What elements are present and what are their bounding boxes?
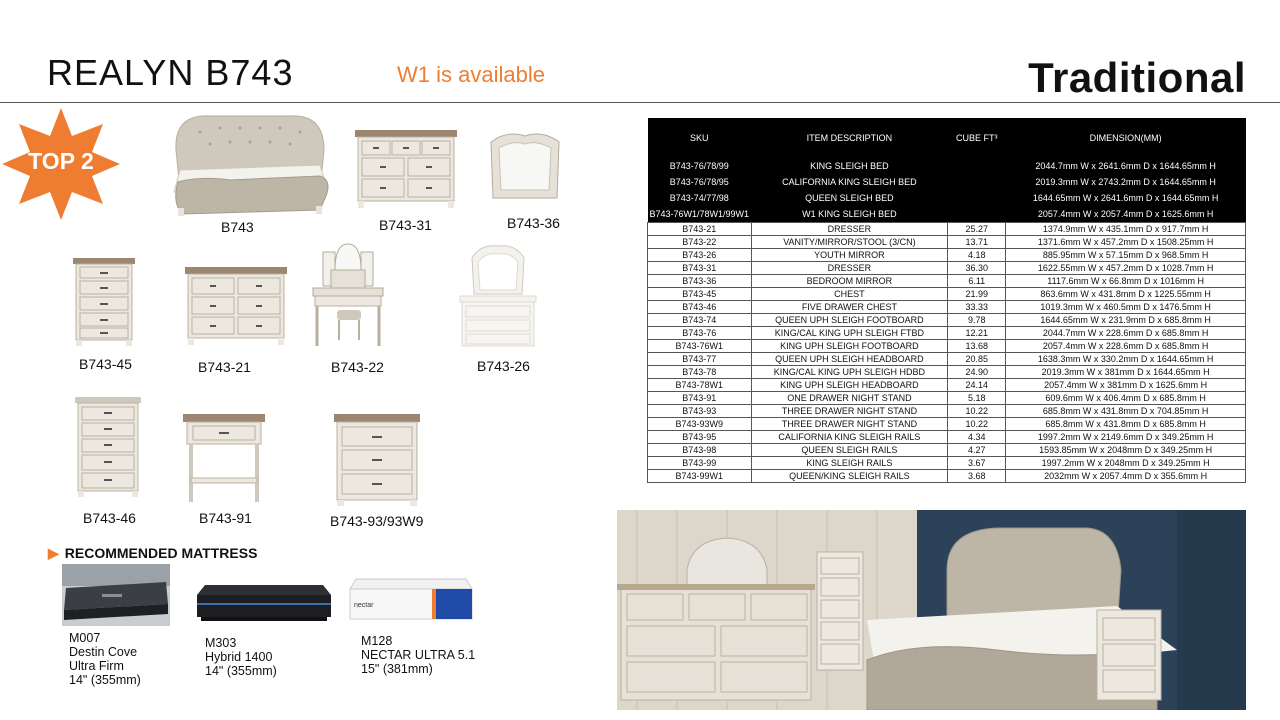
cell-sku: B743-31 — [648, 262, 752, 275]
cell-description: QUEEN/KING SLEIGH RAILS — [751, 470, 948, 483]
table-row — [648, 314, 1246, 327]
cell-dimension: 2044.7mm W x 2641.6mm D x 1644.65mm H — [1006, 158, 1246, 174]
caption-b743-21: B743-21 — [198, 359, 251, 375]
cell-cube — [948, 190, 1006, 206]
cell-description: KING/CAL KING UPH SLEIGH HDBD — [751, 366, 948, 379]
three-drawer-night-stand-image — [334, 414, 420, 506]
cell-description: W1 KING SLEIGH BED — [751, 206, 948, 223]
cell-sku: B743-45 — [648, 288, 752, 301]
table-row — [648, 444, 1246, 457]
cell-cube: 6.11 — [948, 275, 1006, 288]
header-description: ITEM DESCRIPTION — [751, 118, 948, 158]
triangle-arrow-icon: ▶ — [48, 545, 59, 561]
table-row — [648, 405, 1246, 418]
cell-description: DRESSER — [751, 223, 948, 236]
bed-set-row — [648, 206, 1246, 223]
caption-b743: B743 — [221, 219, 254, 235]
cell-dimension: 1593.85mm W x 2048mm D x 349.25mm H — [1006, 444, 1246, 457]
bed-set-row — [648, 190, 1246, 206]
cell-sku: B743-26 — [648, 249, 752, 262]
mirror-image — [487, 128, 563, 202]
table-row — [648, 470, 1246, 483]
bed-image — [170, 110, 330, 218]
cell-sku: B743-21 — [648, 223, 752, 236]
cell-dimension: 863.6mm W x 431.8mm D x 1225.55mm H — [1006, 288, 1246, 301]
cell-dimension: 1622.55mm W x 457.2mm D x 1028.7mm H — [1006, 262, 1246, 275]
cell-dimension: 1644.65mm W x 2641.6mm D x 1644.65mm H — [1006, 190, 1246, 206]
caption-b743-26: B743-26 — [477, 358, 530, 374]
cell-sku: B743-91 — [648, 392, 752, 405]
bedroom-room-photo — [617, 510, 1246, 710]
cell-sku: B743-36 — [648, 275, 752, 288]
cell-cube: 3.67 — [948, 457, 1006, 470]
mattress-m128-image — [348, 575, 474, 625]
caption-b743-46: B743-46 — [83, 510, 136, 526]
cell-sku: B743-93 — [648, 405, 752, 418]
recommended-mattress-heading — [48, 545, 257, 562]
cell-description: KING UPH SLEIGH FOOTBOARD — [751, 340, 948, 353]
header-dimension: DIMENSION(MM) — [1006, 118, 1246, 158]
cell-cube: 13.68 — [948, 340, 1006, 353]
cell-cube: 24.14 — [948, 379, 1006, 392]
bed-set-row — [648, 174, 1246, 190]
cell-sku: B743-95 — [648, 431, 752, 444]
cell-cube: 12.21 — [948, 327, 1006, 340]
cell-sku: B743-78W1 — [648, 379, 752, 392]
cell-sku: B743-74 — [648, 314, 752, 327]
specification-table — [647, 118, 1246, 483]
cell-description: KING/CAL KING UPH SLEIGH FTBD — [751, 327, 948, 340]
table-row — [648, 223, 1246, 236]
cell-description: KING SLEIGH BED — [751, 158, 948, 174]
cell-sku: B743-76W1 — [648, 340, 752, 353]
table-row — [648, 340, 1246, 353]
cell-dimension: 1019.3mm W x 460.5mm D x 1476.5mm H — [1006, 301, 1246, 314]
cell-dimension: 1997.2mm W x 2048mm D x 349.25mm H — [1006, 457, 1246, 470]
page-title: REALYN B743 — [47, 52, 294, 93]
mattress-m128-text: M128 NECTAR ULTRA 5.1 15" (381mm) — [361, 634, 476, 676]
table-row — [648, 262, 1246, 275]
cell-cube: 13.71 — [948, 236, 1006, 249]
cell-cube — [948, 206, 1006, 223]
cell-cube: 9.78 — [948, 314, 1006, 327]
cell-cube: 10.22 — [948, 418, 1006, 431]
cell-sku: B743-99W1 — [648, 470, 752, 483]
table-row — [648, 249, 1246, 262]
header-divider — [0, 102, 1280, 103]
cell-sku: B743-78 — [648, 366, 752, 379]
cell-cube: 33.33 — [948, 301, 1006, 314]
cell-sku: B743-22 — [648, 236, 752, 249]
table-row — [648, 288, 1246, 301]
youth-mirror-image — [458, 242, 538, 352]
cell-dimension: 685.8mm W x 431.8mm D x 685.8mm H — [1006, 418, 1246, 431]
table-row — [648, 236, 1246, 249]
cell-cube: 10.22 — [948, 405, 1006, 418]
cell-sku: B743-76 — [648, 327, 752, 340]
cell-sku: B743-99 — [648, 457, 752, 470]
header-sku: SKU — [648, 118, 752, 158]
cell-cube: 24.90 — [948, 366, 1006, 379]
cell-description: QUEEN SLEIGH RAILS — [751, 444, 948, 457]
cell-cube: 4.34 — [948, 431, 1006, 444]
top-badge-label: TOP 2 — [28, 148, 94, 174]
cell-dimension: 885.95mm W x 57.15mm D x 968.5mm H — [1006, 249, 1246, 262]
cell-dimension: 1117.6mm W x 66.8mm D x 1016mm H — [1006, 275, 1246, 288]
cell-description: KING UPH SLEIGH HEADBOARD — [751, 379, 948, 392]
cell-description: THREE DRAWER NIGHT STAND — [751, 405, 948, 418]
cell-description: FIVE DRAWER CHEST — [751, 301, 948, 314]
table-row — [648, 353, 1246, 366]
availability-note: W1 is available — [397, 62, 545, 87]
caption-b743-45: B743-45 — [79, 356, 132, 372]
style-heading: Traditional — [1028, 54, 1246, 101]
caption-b743-36: B743-36 — [507, 215, 560, 231]
chest-image — [73, 258, 135, 346]
table-row — [648, 431, 1246, 444]
caption-b743-31: B743-31 — [379, 217, 432, 233]
cell-description: BEDROOM MIRROR — [751, 275, 948, 288]
cell-description: YOUTH MIRROR — [751, 249, 948, 262]
cell-sku: B743-76/78/95 — [648, 174, 752, 190]
cell-dimension: 609.6mm W x 406.4mm D x 685.8mm H — [1006, 392, 1246, 405]
table-row — [648, 392, 1246, 405]
caption-b743-93: B743-93/93W9 — [330, 513, 424, 529]
cell-description: ONE DRAWER NIGHT STAND — [751, 392, 948, 405]
cell-sku: B743-76/78/99 — [648, 158, 752, 174]
cell-dimension: 2057.4mm W x 2057.4mm D x 1625.6mm H — [1006, 206, 1246, 223]
cell-cube — [948, 158, 1006, 174]
cell-dimension: 2019.3mm W x 381mm D x 1644.65mm H — [1006, 366, 1246, 379]
cell-description: THREE DRAWER NIGHT STAND — [751, 418, 948, 431]
cell-description: QUEEN UPH SLEIGH FOOTBOARD — [751, 314, 948, 327]
cell-dimension: 2019.3mm W x 2743.2mm D x 1644.65mm H — [1006, 174, 1246, 190]
table-row — [648, 327, 1246, 340]
cell-description: VANITY/MIRROR/STOOL (3/CN) — [751, 236, 948, 249]
cell-description: DRESSER — [751, 262, 948, 275]
cell-description: CALIFORNIA KING SLEIGH BED — [751, 174, 948, 190]
cell-dimension: 1371.6mm W x 457.2mm D x 1508.25mm H — [1006, 236, 1246, 249]
cell-description: QUEEN UPH SLEIGH HEADBOARD — [751, 353, 948, 366]
cell-cube: 3.68 — [948, 470, 1006, 483]
cell-dimension: 2057.4mm W x 381mm D x 1625.6mm H — [1006, 379, 1246, 392]
night-stand-image — [183, 414, 265, 504]
cell-cube: 25.27 — [948, 223, 1006, 236]
table-header-row — [648, 118, 1246, 158]
cell-sku: B743-76W1/78W1/99W1 — [648, 206, 752, 223]
table-row — [648, 366, 1246, 379]
recommended-mattress-title: RECOMMENDED MATTRESS — [64, 545, 258, 561]
table-row — [648, 379, 1246, 392]
cell-description: QUEEN SLEIGH BED — [751, 190, 948, 206]
cell-cube: 20.85 — [948, 353, 1006, 366]
five-drawer-chest-image — [75, 397, 141, 497]
table-row — [648, 418, 1246, 431]
dresser-image — [355, 130, 457, 208]
cell-dimension: 685.8mm W x 431.8mm D x 704.85mm H — [1006, 405, 1246, 418]
cell-description: CHEST — [751, 288, 948, 301]
nectar-logo-text: nectar — [354, 602, 374, 609]
cell-dimension: 1374.9mm W x 435.1mm D x 917.7mm H — [1006, 223, 1246, 236]
cell-dimension: 2057.4mm W x 228.6mm D x 685.8mm H — [1006, 340, 1246, 353]
mattress-m007-text: M007 Destin Cove Ultra Firm 14" (355mm) — [69, 631, 141, 687]
cell-cube: 21.99 — [948, 288, 1006, 301]
cell-cube — [948, 174, 1006, 190]
cell-dimension: 2032mm W x 2057.4mm D x 355.6mm H — [1006, 470, 1246, 483]
dresser-small-image — [185, 267, 287, 345]
mattress-m303-image — [195, 583, 333, 623]
cell-dimension: 1638.3mm W x 330.2mm D x 1644.65mm H — [1006, 353, 1246, 366]
cell-cube: 4.27 — [948, 444, 1006, 457]
cell-description: CALIFORNIA KING SLEIGH RAILS — [751, 431, 948, 444]
cell-cube: 4.18 — [948, 249, 1006, 262]
header-cube: CUBE FT³ — [948, 118, 1006, 158]
vanity-image — [311, 240, 385, 350]
cell-dimension: 1997.2mm W x 2149.6mm D x 349.25mm H — [1006, 431, 1246, 444]
table-row — [648, 301, 1246, 314]
table-row — [648, 457, 1246, 470]
table-row — [648, 275, 1246, 288]
cell-sku: B743-46 — [648, 301, 752, 314]
cell-dimension: 1644.65mm W x 231.9mm D x 685.8mm H — [1006, 314, 1246, 327]
cell-sku: B743-74/77/98 — [648, 190, 752, 206]
caption-b743-91: B743-91 — [199, 510, 252, 526]
mattress-m007-image — [62, 564, 170, 626]
cell-cube: 36.30 — [948, 262, 1006, 275]
cell-sku: B743-77 — [648, 353, 752, 366]
cell-description: KING SLEIGH RAILS — [751, 457, 948, 470]
cell-sku: B743-98 — [648, 444, 752, 457]
cell-cube: 5.18 — [948, 392, 1006, 405]
cell-sku: B743-93W9 — [648, 418, 752, 431]
cell-dimension: 2044.7mm W x 228.6mm D x 685.8mm H — [1006, 327, 1246, 340]
mattress-m303-text: M303 Hybrid 1400 14" (355mm) — [205, 636, 277, 678]
caption-b743-22: B743-22 — [331, 359, 384, 375]
bed-set-row — [648, 158, 1246, 174]
